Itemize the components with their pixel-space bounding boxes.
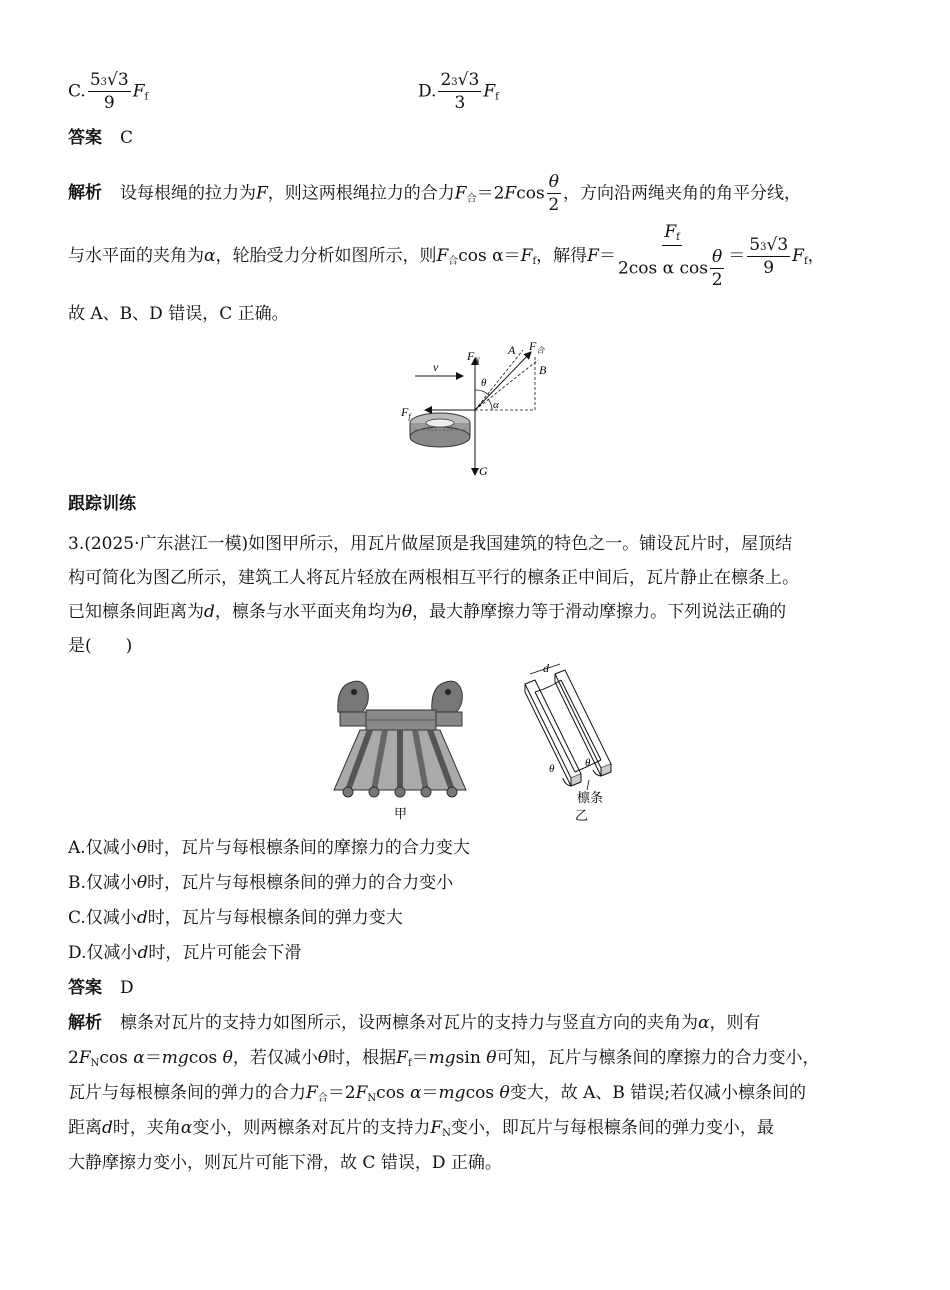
question-3-line-4: 是( )	[68, 636, 133, 656]
analysis-1-line-3: 故 A、B、D 错误，C 正确。	[68, 304, 289, 324]
question-3-line-2: 构可简化为图乙所示，建筑工人将瓦片轻放在两根相互平行的檩条正中间后，瓦片静止在檩条上。	[68, 568, 799, 588]
roof-tile-photo	[330, 672, 470, 822]
analysis-2-line-2: $2F_N\cos$ α＝mgcos θ，若仅减小θ时，根据$F_f=mgsin$ θ可知，瓦片与檩条间的摩擦力的合力变小，	[68, 1048, 820, 1069]
roof-ornament-left-icon	[338, 681, 370, 726]
roof-tiles	[334, 730, 466, 797]
option-c-top: C. $\frac{53√3}{9}$ $F_f$	[68, 70, 149, 114]
fraction: $\frac{53√3}{9}$	[89, 70, 129, 114]
point-b-label: B	[539, 363, 547, 377]
label-purlin: 檩条	[577, 790, 604, 805]
label-d: d	[543, 662, 549, 675]
g-label: G	[479, 464, 488, 478]
answer-1: 答案 C	[68, 128, 134, 148]
purlin-diagram	[515, 662, 620, 824]
fraction: $\frac{23√3}{3}$	[440, 70, 480, 114]
option-c: C.仅减小d时，瓦片与每根檩条间的弹力变大	[68, 908, 403, 928]
label-theta-right: θ	[585, 757, 591, 769]
analysis-1-line-2: 与水平面的夹角为α，轮胎受力分析如图所示，则$F_合\cos$ $\alpha=F_f$，解得F＝ $F_f$ 2cos α cos $\frac{\theta}{2}$ ＝ $\frac{53√3}{9}$ $F_f$，	[68, 222, 825, 291]
question-3-line-1: 3.(2025·广东湛江一模)如图甲所示，用瓦片做屋顶是我国建筑的特色之一。铺设瓦片时，屋顶结	[68, 534, 793, 554]
analysis-1-line-1: 解析 设每根绳的拉力为F，则这两根绳拉力的合力$F_合=2Fcos$ $\frac{\theta}{2}$ ，方向沿两绳夹角的角平分线，	[68, 172, 801, 216]
option-d: D.仅减小d时，瓦片可能会下滑	[68, 943, 302, 963]
theta-label: θ	[481, 377, 487, 389]
caption-yi: 乙	[575, 808, 589, 823]
tire-icon	[410, 413, 470, 447]
question-3-line-3: 已知檩条间距离为d，檩条与水平面夹角均为θ，最大静摩擦力等于滑动摩擦力。下列说法正确的	[68, 602, 787, 622]
big-fraction: $F_f$ 2cos α cos $\frac{\theta}{2}$	[617, 222, 723, 291]
analysis-2-line-4: 距离d时，夹角α变小，则两檩条对瓦片的支持力$F_N$变小，即瓦片与每根檩条间的弹力变小，最	[68, 1118, 774, 1139]
section-title: 跟踪训练	[68, 494, 136, 514]
alpha-label: α	[493, 399, 499, 411]
f-resultant-label: $F_合$	[529, 339, 545, 355]
ff-label: $F_f$	[401, 405, 411, 421]
option-a: A.仅减小θ时，瓦片与每根檩条间的摩擦力的合力变大	[68, 838, 470, 858]
fn-label: $F_N$	[467, 349, 480, 365]
option-b: B.仅减小θ时，瓦片与每根檩条间的弹力的合力变小	[68, 873, 454, 893]
option-d-top: D. $\frac{23√3}{3}$ $F_f$	[418, 70, 499, 114]
answer-2: 答案 D	[68, 978, 134, 998]
analysis-2-line-3: 瓦片与每根檩条间的弹力的合力$F_合=2F_N\cos$ α＝mgcos θ变大，故 A、B 错误;若仅减小檩条间的	[68, 1083, 807, 1104]
label-theta-left: θ	[549, 763, 555, 775]
analysis-2-line-5: 大静摩擦力变小，则瓦片可能下滑，故 C 错误，D 正确。	[68, 1153, 502, 1173]
tire-force-diagram	[395, 338, 565, 483]
point-a-label: A	[508, 343, 516, 357]
caption-jia: 甲	[394, 806, 408, 821]
analysis-2-line-1: 解析 檩条对瓦片的支持力如图所示，设两檩条对瓦片的支持力与竖直方向的夹角为α，则有	[68, 1013, 761, 1033]
velocity-label: v	[433, 360, 439, 374]
